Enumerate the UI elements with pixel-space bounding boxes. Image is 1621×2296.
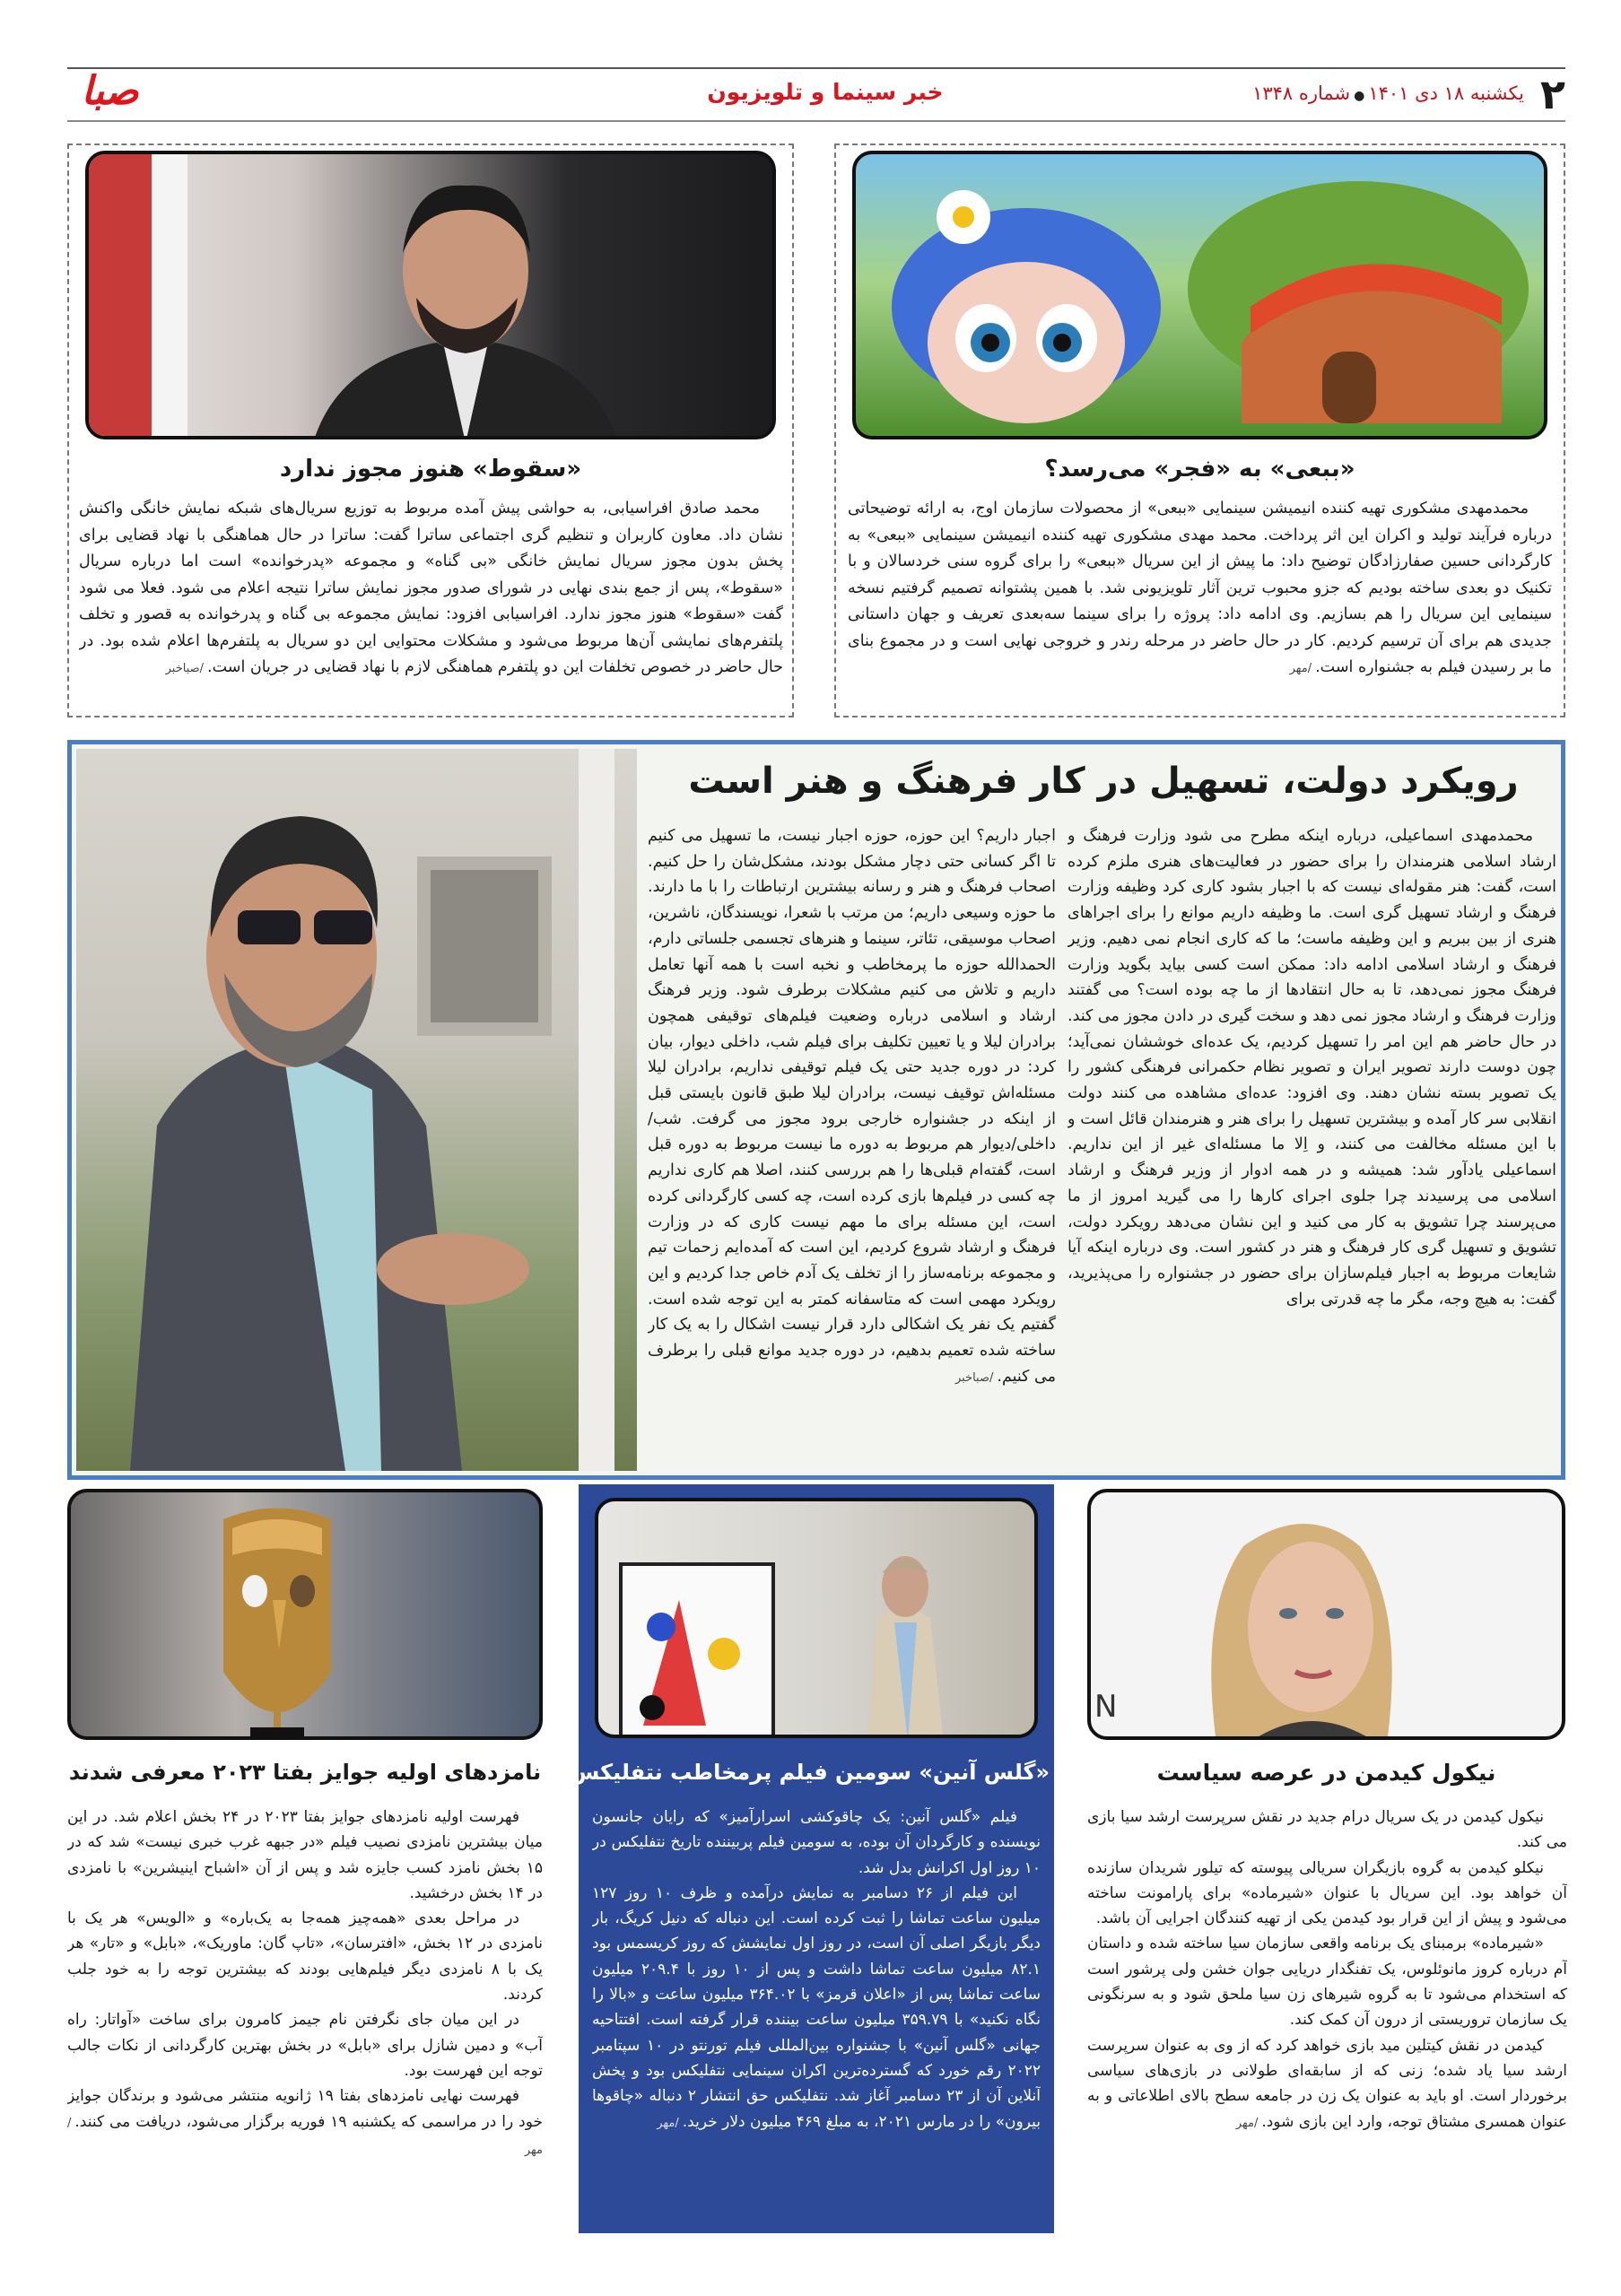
bafta-source: /مهر <box>67 2116 543 2157</box>
kidman-paragraph: نیکول کیدمن در یک سریال درام جدید در نقش سرپرست ارشد سیا بازی می کند. <box>1087 1808 1567 1852</box>
bafta-paragraph: در مراحل بعدی «همه‌چیز همه‌جا به یک‌باره» و «الویس» هر یک با نامزدی در ۱۲ بخش، «افترسان»، «تاپ گان: ماوریک»، «بابل» و «تار» هر یک با ۸ نامزدی دیگر فیلم‌هایی بودند که بیشترین توجه را به خود جلب کردند. <box>67 1909 543 2005</box>
minister-photo <box>76 749 637 1471</box>
official-portrait-photo <box>85 151 776 439</box>
portrait-illustration <box>89 154 776 439</box>
main-column-1-text: محمدمهدی اسماعیلی، درباره اینکه مطرح می شود وزارت فرهنگ و ارشاد اسلامی هنرمندان را برای حضور در فعالیت‌های هنری ملزم کرده است، گفت: هنر مقوله‌ای نیست که با اجبار بشود کاری کرد وظیفه وزارت فرهنگ و ارشاد تسهیل گری است. ما وظیفه داریم موانع را برای اجراهای هنری از بین ببریم و این وظیفه ماست؛ ما که کاری انجام نمی دهیم. وزیر فرهنگ و ارشاد اسلامی ادامه داد: ممکن است کسی بیاید بگوید وزارت فرهنگ مجوز نمی‌دهد، تا به حال انتقادها از ما چه بوده است؟ می گفتند وزارت فرهنگ و ارشاد مجوز نمی دهد و سخت گیری در دادن مجوز می کند. در حال حاضر هم این امر را تسهیل کردیم، یک عده‌ای خوششان نمی‌آید؛ چون دوست دارند تصویر ایران و تصویر نظام حکمرانی فرهنگی کشور را یک تصویر بسته نشان دهند. وی افزود: عده‌ای مشاهده می کنند دولت انقلابی سر کار آمده و بیشترین تسهیل را برای هنر و هنرمندان قائل است و با این مسئله مخالفت می کنند، و اِلا ما مسئله‌ای غیر از این نداریم. اسماعیلی یادآور شد: همیشه و در همه ادوار از وزیر فرهنگ و ارشاد اسلامی می پرسیدند چرا جلوی اجرای کارها را می گیرید امروز از ما می‌پرسند چرا تشویق به کار می کنید و این نشان می‌دهد رویکرد دولت، تشویق و تسهیل گری کار فرهنگ و هنر در کشور است. وی درباره اینکه آیا شایعات مربوط به اجبار فیلم‌سازان برای حضور در جشنواره را می‌پذیرید، گفت: به هیچ وجه، مگر ما چه قدرتی برای <box>1068 827 1556 1309</box>
kidman-photo <box>1087 1489 1565 1740</box>
bafta-mask-illustration <box>71 1492 543 1740</box>
kidman-paragraph: نیکلو کیدمن به گروه بازیگران سریالی پیوسته که تیلور شریدان سازنده آن خواهد بود. این سریال با عنوان «شیرماده» برای پارامونت ساخته می‌شود و پیش از این قرار بود کیدمن یکی از تهیه کنندگان اجرایی آن باشد. <box>1087 1858 1567 1928</box>
bafta-paragraph: در این میان جای نگرفتن نام جیمز کامرون برای ساخت «آواتار: راه آب» و دمین شازل برای «بابل» در بخش بهترین کارگردانی از نکات جالب توجه این فهرست بود. <box>67 2011 543 2080</box>
issue-date: یکشنبه ۱۸ دی ۱۴۰۱ <box>1368 83 1524 104</box>
kidman-paragraph: کیدمن در نقش کیتلین مید بازی خواهد کرد که از وی به عنوان سرپرست ارشد سیا یاد شده؛ زنی که از سابقه‌ای طولانی در بازی‌های سیاسی برخوردار است. او باید به عنوان یک زن در جامعه سطح بالای اطلاعاتی و به عنوان همسری مشتاق توجه، وارد این بازی شود. <box>1087 2036 1567 2131</box>
glass-onion-paragraph: این فیلم از ۲۶ دسامبر به نمایش درآمده و ظرف ۱۰ روز ۱۲۷ میلیون ساعت تماشا را ثبت کرده است. این دنباله که دنیل کریگ، بار دیگر بازیگر اصلی آن است، در روز اول نمایشش که روز کریسمس بود ۸۲.۱ میلیون ساعت تماشا داشت و پس از ۱۰ روز با ۲۰۹.۴ میلیون ساعت تماشا پس از «اعلان قرمز» با ۳۶۴.۰۲ میلیون ساعت و «بالا را نگاه نکنید» با ۳۵۹.۷۹ میلیون ساعت بیننده قرار گرفته است. افتتاحیه جهانی «گلس آنین» با جشنواره بین‌المللی فیلم تورنتو در ۱۰ سپتامبر ۲۰۲۲ رقم خورد که گسترده‌ترین اکران سینمایی نتفلیکس بود و پخش آنلاین آن از ۲۳ دسامبر آغاز شد. نتفلیکس حق انتشار ۲ دنباله «چاقوها بیرون» را در مارس ۲۰۲۱، به مبلغ ۴۶۹ میلیون دلار خرید. <box>592 1883 1041 2131</box>
header-top-rule <box>67 67 1565 69</box>
svg-text:N: N <box>1094 1689 1118 1725</box>
main-article-column-1 <box>1068 823 1556 1471</box>
bafta-mask-photo <box>67 1489 543 1740</box>
header-bottom-rule <box>67 120 1565 122</box>
kidman-body <box>1087 1805 1567 2233</box>
main-source: /صباخبر <box>954 1370 994 1385</box>
babi-source: /مهر <box>1289 662 1312 675</box>
bafta-paragraph: فهرست اولیه نامزدهای جوایز بفتا ۲۰۲۳ در ۲۴ بخش اعلام شد. در این میان بیشترین نامزدی نصیب فیلم «در جبهه غرب خبری نیست» شد که در ۱۵ بخش نامزد کسب جایزه شد و پس از آن «اشباح اینیشرین» با نامزدی در ۱۴ بخش درخشید. <box>67 1808 543 1902</box>
glass-onion-title: «گلس آنین» سومین فیلم پرمخاطب نتفلیکس شد <box>528 1760 1050 1785</box>
glass-onion-body <box>592 1805 1041 2226</box>
issue-number: شماره ۱۳۴۸ <box>1252 83 1351 104</box>
glass-onion-source: /مهر <box>657 2116 679 2130</box>
main-column-2-text: اجبار داریم؟ این حوزه، حوزه اجبار نیست، ما تسهیل می کنیم تا اگر کسانی حتی دچار مشکل بودند، مشکل‌شان را حل کنیم. اصحاب فرهنگ و هنر و رسانه بیشترین ارتباطات را با ما دارند. ما حوزه وسیعی داریم؛ من مرتب با شعرا، نویسندگان، ناشرین، اصحاب موسیقی، تئاتر، سینما و هنرهای تجسمی جلساتی دارم، الحمدالله حوزه ما پرمخاطب و نخبه است با همه آنها تعامل داریم و تلاش می کنیم مشکلات برطرف شود. وزیر فرهنگ ارشاد و اسلامی درباره وضعیت فیلم‌های توقیفی همچون برادران لیلا و یا تعیین تکلیف برای فیلم شب، داخلی دیوار، بیان کرد: در دوره جدید حتی یک فیلم توقیفی نداریم، برادران لیلا مسئله‌اش توقیف نیست، برادران لیلا طبق قانون بایستی قبل از اینکه در جشنواره خارجی برود مجوز می گرفت. شب/داخلی/دیوار هم مربوط به دوره ما نیست مربوط به دوره قبل است، گفته‌ام قبلی‌ها را هم بررسی کنند، اصلا هم کاری نداریم چه کسی در فیلم‌ها بازی کرده است، چه کسی کارگردانی کرده است، این مسئله برای ما مهم نیست کاری که در وزارت فرهنگ و ارشاد شروع کردیم، این است که آمده‌ایم زحمات تیم و مجموعه برنامه‌ساز را از تخلف یک آدم خاص جدا کردیم و این رویکرد مهمی است که متاسفانه کمتر به این توجه شده است. گفتیم یک نفر یک اشکالی دارد قرار نیست اشکال را به یک کار ساخته شده تعمیم بدهیم، در دوره جدید موانع قبلی را برطرف می کنیم. <box>648 827 1056 1386</box>
glass-onion-photo <box>595 1498 1038 1738</box>
glass-onion-paragraph: فیلم «گلس آنین: یک چاقوکشی اسرارآمیز» که رایان جانسون نویسنده و کارگردان آن بوده، به سومین فیلم پربیننده تاریخ نتفلیکس در ۱۰ روز اول اکرانش بدل شد. <box>592 1808 1041 1877</box>
kidman-illustration <box>1091 1492 1565 1740</box>
bafta-body <box>67 1805 543 2226</box>
babi-animation-photo <box>852 151 1547 439</box>
soghoot-body-text: محمد صادق افراسیابی، به حواشی پیش آمده مربوط به توزیع سریال‌های شبکه نمایش خانگی واکنش نشان داد. معاون کاربران و تنظیم گری اجتماعی ساترا گفت: ساترا در حال هماهنگی با نهاد قضایی برای پخش بدون مجوز سریال نمایش خانگی «بی گناه» و مجموعه «پدرخوانده» است اما درباره سریال «سقوط»، پس از جمع بندی نهایی در شورای صدور مجوز نمایش ساترا نتیجه اعلام می شود. فعلا می شود گفت «سقوط» هنوز مجوز ندارد. افراسیابی افزود: نمایش مجموعه بی گناه و پدرخوانده به قصور و تخلف پلتفرم‌های نمایشی آن‌ها مربوط می‌شود و مشکلات محتوایی این دو سریال به پلتفرم‌ها اعلام شده بود. در حال حاضر در خصوص تخلفات این دو پلتفرم هماهنگی لازم با نهاد قضایی در جریان است. <box>79 500 783 676</box>
kidman-source: /مهر <box>1235 2116 1259 2130</box>
bafta-paragraph: فهرست نهایی نامزدهای بفتا ۱۹ ژانویه منتشر می‌شود و برندگان جوایز خود را در مراسمی که یکشنبه ۱۹ فوریه برگزار می‌شود، دریافت می کنند. <box>67 2087 543 2131</box>
newspaper-logo[interactable]: صبا <box>81 68 139 114</box>
glass-onion-illustration <box>598 1501 1038 1738</box>
kidman-paragraph: «شیرماده» برمبنای یک برنامه واقعی سازمان سیا ساخته شده و داستان آم درباره کروز مانوئلوس، یک تفنگدار دریایی جوان خشن ولی پرشور است که استخدام می‌شود تا به گروه شیرهای زن سیا ملحق شود و به سرنگونی یک سازمان تروریستی از درون آن کمک کند. <box>1087 1935 1567 2030</box>
babi-title: «ببعی» به «فجر» می‌رسد؟ <box>1044 456 1355 483</box>
main-article-column-2 <box>648 823 1056 1471</box>
soghoot-title: «سقوط» هنوز مجوز ندارد <box>279 456 582 483</box>
bafta-title: نامزدهای اولیه جوایز بفتا ۲۰۲۳ معرفی شدند <box>68 1760 542 1785</box>
page-number: ۲ <box>1539 70 1565 118</box>
main-article-title: رویکرد دولت، تسهیل در کار فرهنگ و هنر است <box>688 761 1519 802</box>
minister-illustration <box>76 749 637 1471</box>
soghoot-source: /صباخبر <box>165 662 205 675</box>
babi-body <box>848 496 1552 711</box>
separator-dot: ● <box>1354 89 1365 103</box>
soghoot-body <box>79 496 783 711</box>
section-title: خبر سینما و تلویزیون <box>707 79 944 105</box>
kidman-title: نیکول کیدمن در عرصه سیاست <box>1156 1760 1496 1786</box>
babi-illustration <box>856 154 1547 439</box>
babi-body-text: محمدمهدی مشکوری تهیه کننده انیمیشن سینمایی «ببعی» از محصولات سازمان اوج، به ارائه توضیحاتی درباره فرآیند تولید و اکران این اثر پرداخت. محمد مهدی مشکوری تهیه کننده انیمیشن سینمایی «ببعی» به کارگردانی حسین صفارزادگان توضیح داد: ما پیش از این سریال «ببعی» را برای گروه سنی خردسالان و با تکنیک دو بعدی ساخته بودیم که جزو محبوب ترین آثار تلویزیونی شد. با همین پشتوانه تصمیم گرفتیم نسخه سینمایی این سریال را هم بسازیم. وی ادامه داد: پروژه را برای سینما سه‌بعدی تعریف و جهان داستانی جدیدی هم برای آن ترسیم کردیم. کار در حال حاضر در مرحله رندر و خروجی نهایی است و در مجموع بنای ما بر رسیدن فیلم به جشنواره است. <box>848 500 1552 676</box>
issue-info <box>1252 83 1524 104</box>
